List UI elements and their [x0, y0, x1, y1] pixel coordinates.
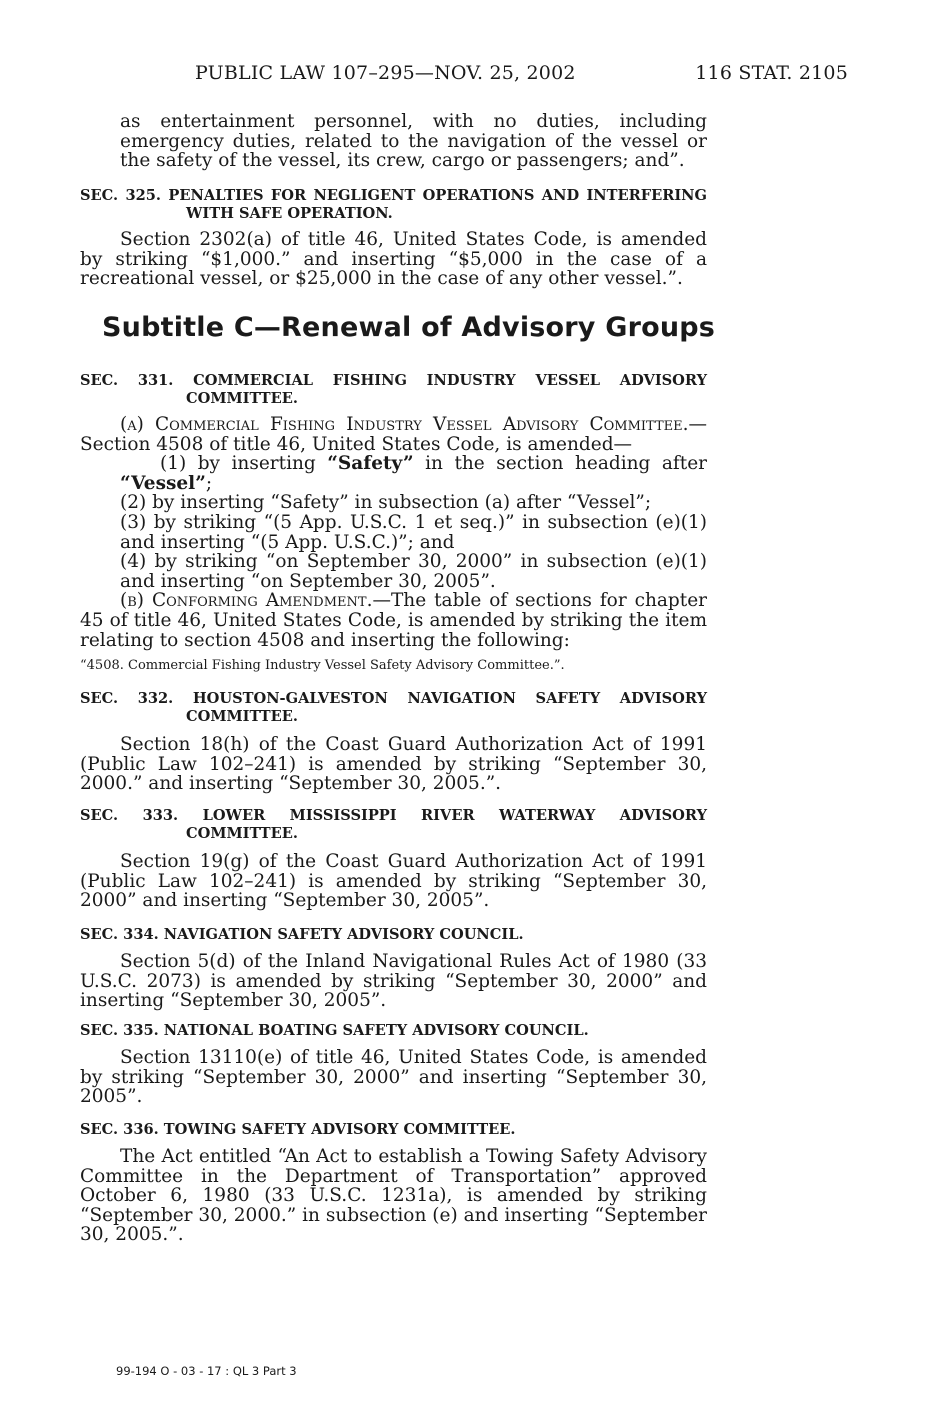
header-citation: PUBLIC LAW 107–295—NOV. 25, 2002	[195, 62, 576, 84]
section-333-body: Section 19(g) of the Coast Guard Authorization Act of 1991 (Public Law 102–241) is amended by striking “September 30, 2000” and inserting “September 30, 2005”.	[80, 851, 707, 912]
section-332-heading: SEC. 332. HOUSTON-GALVESTON NAVIGATION SAFETY ADVISORY COMMITTEE.	[80, 690, 707, 725]
section-331-item-3: (3) by striking “(5 App. U.S.C. 1 et seq.)” in subsection (e)(1) and inserting “(5 App. U.S.C.)”; and	[120, 511, 707, 553]
section-325-heading: SEC. 325. PENALTIES FOR NEGLIGENT OPERATIONS AND INTERFERING WITH SAFE OPERATION.	[80, 187, 707, 222]
section-331-subsection-a	[80, 415, 707, 454]
section-331-item-1: (1) by inserting “Safety” in the section heading after “Vessel”;	[120, 453, 707, 494]
section-335-heading: SEC. 335. NATIONAL BOATING SAFETY ADVISORY COUNCIL.	[80, 1022, 589, 1039]
section-331-item-4: (4) by striking “on September 30, 2000” in subsection (e)(1) and inserting “on September 30, 2005”.	[120, 551, 707, 592]
section-331	[80, 372, 707, 673]
subtitle-heading: Subtitle C—Renewal of Advisory Groups	[102, 312, 716, 343]
subsection-b-label: (b) Conforming Amendment.	[120, 590, 373, 612]
continued-paragraph-block	[120, 112, 707, 171]
bold-safety: “Safety”	[327, 453, 414, 475]
running-head	[0, 62, 943, 90]
section-332-body: Section 18(h) of the Coast Guard Authorization Act of 1991 (Public Law 102–241) is amended by striking “September 30, 2000.” and inserting “September 30, 2005.”.	[80, 734, 707, 795]
section-335	[80, 1022, 707, 1107]
section-325	[80, 187, 707, 289]
continued-paragraph: as entertainment personnel, with no duties, including emergency duties, related to the navigation of the vessel or the safety of the vessel, its crew, cargo or passengers; and”.	[120, 111, 707, 172]
print-job-footer: 99-194 O - 03 - 17 : QL 3 Part 3	[116, 1364, 297, 1378]
bold-vessel: “Vessel”	[120, 472, 206, 494]
section-336-body: The Act entitled “An Act to establish a Towing Safety Advisory Committee in the Department of Transportation” approved October 6, 1980 (33 U.S.C. 1231a), is amended by striking “September 30, 2000.” in subsection (e) and inserting “September 30, 2005.”.	[80, 1146, 707, 1246]
subsection-a-label: (a) Commercial Fishing Industry Vessel Advisory Committee.	[120, 414, 689, 435]
section-336	[80, 1121, 707, 1245]
section-331-item-2: (2) by inserting “Safety” in subsection (a) after “Vessel”;	[120, 492, 652, 514]
section-333-heading: SEC. 333. LOWER MISSISSIPPI RIVER WATERWAY ADVISORY COMMITTEE.	[80, 807, 707, 842]
header-stat-page: 116 STAT. 2105	[695, 62, 848, 84]
section-333	[80, 807, 707, 911]
section-325-body: Section 2302(a) of title 46, United States Code, is amended by striking “$1,000.” and inserting “$5,000 in the case of a recreational vessel, or $25,000 in the case of any other vessel.”.	[80, 229, 707, 290]
section-334-heading: SEC. 334. NAVIGATION SAFETY ADVISORY COUNCIL.	[80, 926, 524, 943]
section-332	[80, 690, 707, 794]
section-331-subsection-b	[80, 591, 707, 650]
section-334-body: Section 5(d) of the Inland Navigational Rules Act of 1980 (33 U.S.C. 2073) is amended by striking “September 30, 2000” and inserting “September 30, 2005”.	[80, 951, 707, 1012]
section-336-heading: SEC. 336. TOWING SAFETY ADVISORY COMMITTEE.	[80, 1121, 516, 1138]
table-of-sections-item: “4508. Commercial Fishing Industry Vessel Safety Advisory Committee.”.	[80, 658, 565, 674]
subsection-a-text: —Section 4508 of title 46, United States Code, is amended—	[80, 414, 707, 455]
section-335-body: Section 13110(e) of title 46, United States Code, is amended by striking “September 30, 2000” and inserting “September 30, 2005”.	[80, 1047, 707, 1108]
section-334	[80, 926, 707, 1011]
section-331-heading: SEC. 331. COMMERCIAL FISHING INDUSTRY VESSEL ADVISORY COMMITTEE.	[80, 372, 707, 407]
subsection-b-text: —The table of sections for chapter 45 of title 46, United States Code, is amended by striking the item relating to section 4508 and inserting the following:	[80, 590, 707, 651]
